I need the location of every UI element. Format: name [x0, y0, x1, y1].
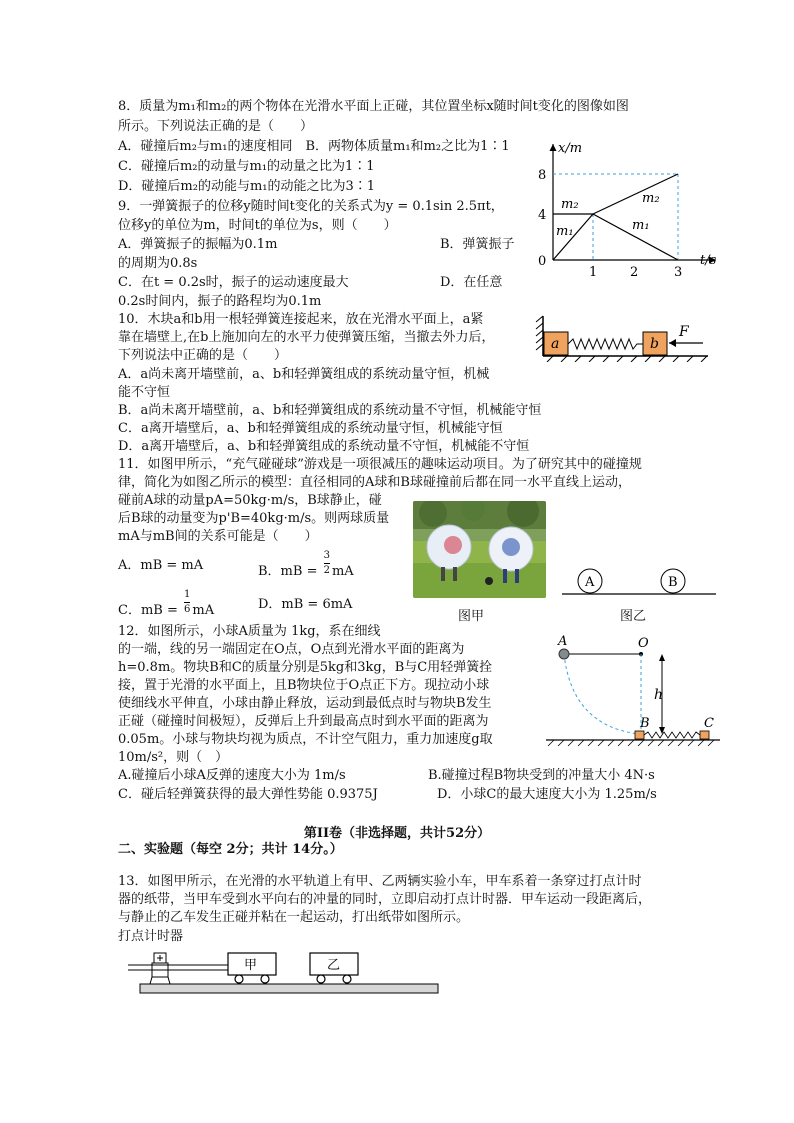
- q8-graph-label-m1-before: m₁: [556, 224, 574, 239]
- q12-stem-4: 接，置于光滑的水平面上，且B物块位于O点正下方。现拉动小球: [118, 678, 490, 693]
- q11-fig-b-caption: 图乙: [620, 609, 647, 624]
- q12-stem-2: 的一端，线的另一端固定在O点，O点到光滑水平面的距离为: [118, 642, 465, 657]
- q8-option-ab: A．碰撞后m₂与m₁的速度相同 B．两物体质量m₁和m₂之比为1∶1: [118, 139, 510, 154]
- q13-stem-1: 13．如图甲所示，在光滑的水平轨道上有甲、乙两辆实验小车，甲车系着一条穿过打点计时: [118, 874, 642, 889]
- q11-option-c-num: 1: [184, 588, 190, 603]
- q10-force-label: F: [679, 324, 689, 340]
- q12-stem-6: 正碰（碰撞时间极短），反弹后上升到最高点时到水平面的距离为: [118, 714, 489, 729]
- q11-option-d: D．mB = 6mA: [258, 597, 353, 612]
- q9-option-d-cont: 0.2s时间内，振子的路程均为0.1m: [118, 294, 322, 309]
- q11-fig-a-caption: 图甲: [458, 609, 485, 624]
- q8-graph-ytick-0: 0: [538, 254, 547, 269]
- q12-h-label: h: [654, 687, 664, 703]
- q8-stem-1: 8．质量为m₁和m₂的两个物体在光滑水平面上正碰，其位置坐标x随时间t变化的图像如图: [118, 99, 629, 114]
- q10-stem-1: 10．木块a和b用一根轻弹簧连接起来，放在光滑水平面上，a紧: [118, 312, 484, 327]
- section-two-title: 第II卷（非选择题，共计52分）: [303, 826, 491, 841]
- q8-option-d: D．碰撞后m₂的动能与m₁的动能之比为3∶1: [118, 179, 376, 194]
- q12-stem-8: 10m/s²，则（ ）: [118, 750, 229, 765]
- q8-xt-graph: [528, 140, 728, 280]
- q10-stem-3: 下列说法中正确的是（ ）: [118, 348, 288, 363]
- q10-spring-figure: [533, 312, 713, 362]
- q11-fig-b-balls: [560, 565, 720, 600]
- q8-option-c: C．碰撞后m₂的动量与m₁的动量之比为1∶1: [118, 159, 375, 174]
- q13-cart-a-label: 甲: [244, 958, 258, 973]
- q12-block-b-label: B: [640, 716, 650, 731]
- q13-stem-2: 器的纸带，当甲车受到水平向右的冲量的同时，立即启动打点计时器．甲车运动一段距离后，: [118, 892, 652, 907]
- q11-stem-3: 碰前A球的动量pA=50kg·m/s，B球静止，碰: [118, 493, 382, 508]
- q13-timer-label: 打点计时器: [118, 929, 184, 944]
- q12-option-a: A.碰撞后小球A反弹的速度大小为 1m/s: [118, 768, 346, 783]
- q12-stem-3: h=0.8m。物块B和C的质量分别是5kg和3kg，B与C用轻弹簧拴: [118, 660, 493, 675]
- q8-graph-label-m2-after: m₂: [642, 191, 660, 206]
- section-two-heading: 二、实验题（每空 2分；共计 14分。）: [118, 842, 343, 857]
- q9-option-c: C．在t = 0.2s时，振子的运动速度最大: [118, 275, 349, 290]
- q10-block-a-label: a: [551, 336, 560, 352]
- q10-stem-2: 靠在墙壁上,在b上施加向左的水平力使弹簧压缩，当撤去外力后，: [118, 330, 495, 345]
- q8-graph-xlabel: t/s: [700, 253, 717, 268]
- q10-option-d: D．a离开墙壁后，a、b和轻弹簧组成的系统动量不守恒，机械能不守恒: [118, 439, 530, 454]
- q11-stem-2: 律，简化为如图乙所示的模型：直径相同的A球和B球碰撞前后都在同一水平直线上运动，: [118, 475, 631, 490]
- q9-stem-1: 9．一弹簧振子的位移y随时间t变化的关系式为y = 0.1sin 2.5πt，: [118, 199, 504, 214]
- q12-option-b: B.碰撞过程B物块受到的冲量大小 4N·s: [428, 768, 655, 783]
- q11-stem-1: 11．如图甲所示，“充气碰碰球”游戏是一项很减压的趣味运动项目。为了研究其中的碰撞规: [118, 457, 642, 472]
- q9-stem-2: 位移y的单位为m，时间t的单位为s，则（ ）: [118, 218, 397, 233]
- q10-option-a: A．a尚未离开墙壁前，a、b和轻弹簧组成的系统动量守恒，机械: [118, 367, 490, 382]
- q11-ball-b-label: B: [668, 575, 678, 590]
- q12-ball-a-label: A: [558, 634, 568, 649]
- q8-graph-ylabel: x/m: [558, 141, 583, 156]
- q11-option-a: A．mB = mA: [118, 558, 204, 573]
- q13-carts-figure: [124, 945, 444, 997]
- q11-option-b-tail: mA: [331, 564, 354, 579]
- q11-stem-5: mA与mB间的关系可能是（ ）: [118, 529, 318, 544]
- q8-graph-xtick-1: 1: [589, 265, 598, 280]
- q9-option-b: B．弹簧振子: [440, 237, 515, 252]
- q11-option-b-num: 3: [324, 549, 330, 564]
- q8-stem-2: 所示。下列说法正确的是（ ）: [118, 119, 314, 134]
- q10-block-b-label: b: [650, 336, 659, 352]
- q11-option-b-text: B．mB =: [258, 564, 322, 579]
- q9-option-a: A．弹簧振子的振幅为0.1m: [118, 237, 278, 252]
- q8-graph-xtick-2: 2: [630, 265, 639, 280]
- q11-bubble-ball-photo: [413, 501, 546, 598]
- q10-option-a-cont: 能不守恒: [118, 385, 171, 400]
- q12-pendulum-figure: [544, 634, 724, 750]
- q11-ball-a-label: A: [585, 575, 595, 590]
- q12-block-c-label: C: [704, 716, 714, 731]
- q8-graph-xtick-3: 3: [674, 265, 683, 280]
- q12-stem-7: 0.05m。小球与物块均视为质点，不计空气阻力，重力加速度g取: [118, 732, 493, 747]
- q11-option-c: [118, 588, 214, 617]
- q11-option-b-den: 2: [323, 565, 330, 576]
- q12-stem-5: 使细线水平伸直，小球由静止释放，运动到最低点时与物块B发生: [118, 696, 492, 711]
- q11-option-c-text: C．mB =: [118, 603, 182, 618]
- q9-option-d: D．在任意: [440, 275, 503, 290]
- q8-graph-ytick-8: 8: [538, 168, 547, 183]
- q11-option-c-tail: mA: [192, 603, 215, 618]
- q10-option-b: B．a尚未离开墙壁前，a、b和轻弹簧组成的系统动量不守恒，机械能守恒: [118, 403, 542, 418]
- q12-stem-1: 12．如图所示，小球A质量为 1kg，系在细线: [118, 624, 381, 639]
- q10-option-c: C．a离开墙壁后，a、b和轻弹簧组成的系统动量守恒，机械能守恒: [118, 421, 503, 436]
- q13-stem-3: 与静止的乙车发生正碰并粘在一起运动，打出纸带如图所示。: [118, 910, 470, 925]
- q8-graph-label-m2-before: m₂: [561, 197, 579, 212]
- q11-option-c-den: 6: [184, 604, 191, 615]
- q11-option-b: [258, 549, 354, 578]
- q12-option-c: C．碰后轻弹簧获得的最大弹性势能 0.9375J: [118, 787, 378, 802]
- q8-graph-label-m1-after: m₁: [632, 218, 650, 233]
- q12-point-o-label: O: [638, 636, 649, 651]
- q11-stem-4: 后B球的动量变为p'B=40kg·m/s。则两球质量: [118, 511, 390, 526]
- q12-option-d: D．小球C的最大速度大小为 1.25m/s: [437, 787, 657, 802]
- q13-cart-b-label: 乙: [327, 958, 341, 973]
- q8-graph-ytick-4: 4: [538, 208, 547, 223]
- q9-option-b-cont: 的周期为0.8s: [118, 256, 198, 271]
